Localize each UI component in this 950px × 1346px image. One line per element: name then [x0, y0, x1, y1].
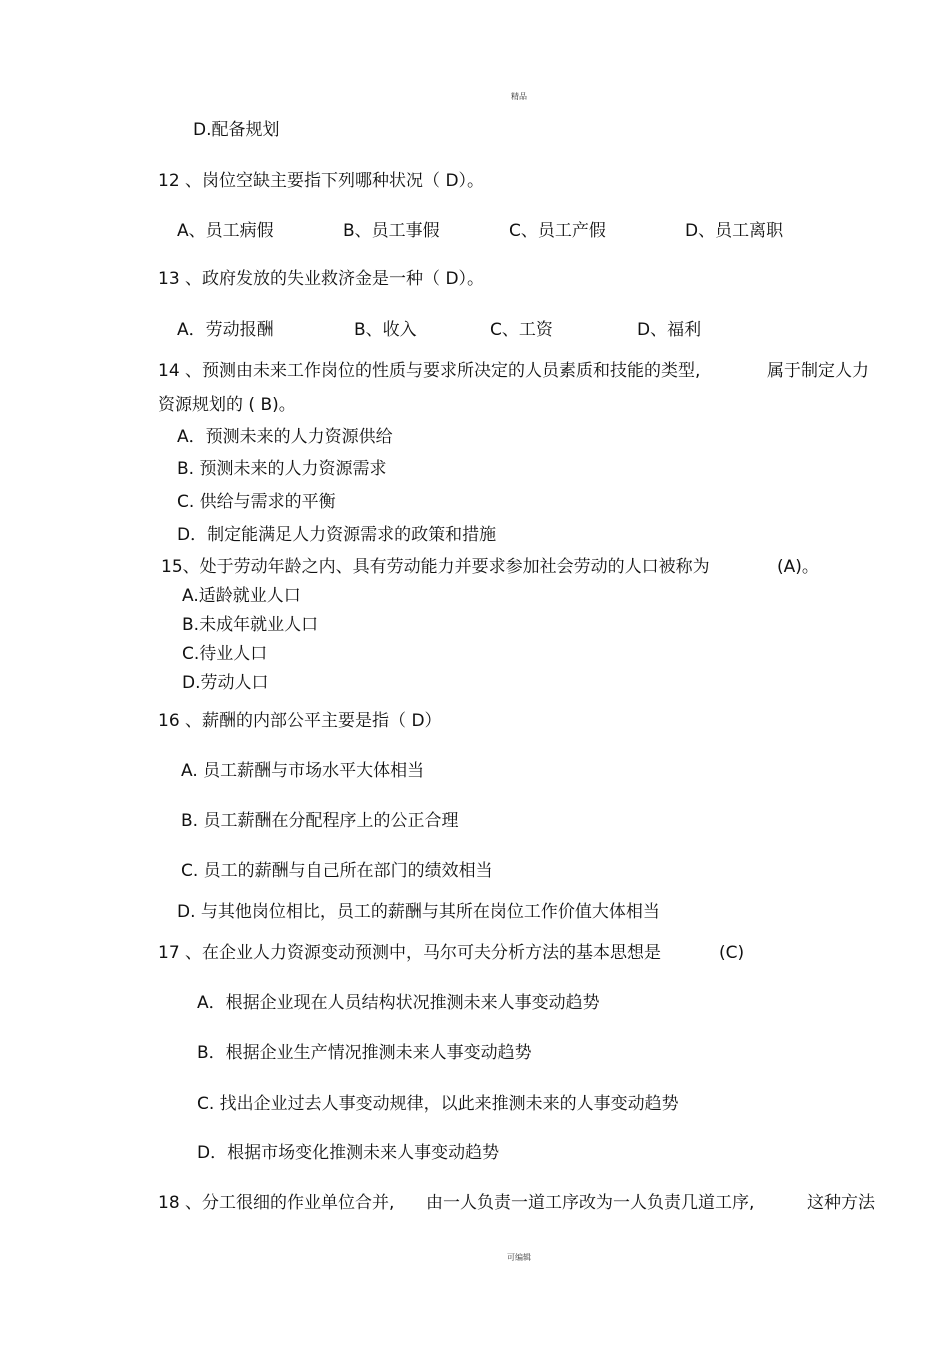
option-q11-d: D.配备规划 [193, 120, 280, 140]
option-q16-a: A. 员工薪酬与市场水平大体相当 [181, 761, 425, 781]
question-18-stem-part2: 由一人负责一道工序改为一人负责几道工序, [426, 1193, 755, 1213]
option-q16-d: D. 与其他岗位相比，员工的薪酬与其所在岗位工作价值大体相当 [177, 902, 660, 922]
option-q13-a: A．劳动报酬 [177, 320, 274, 340]
question-17-answer: (C) [719, 943, 745, 963]
option-q16-b: B. 员工薪酬在分配程序上的公正合理 [181, 811, 459, 831]
option-q12-d: D、员工离职 [685, 221, 784, 241]
option-q15-c: C.待业人口 [182, 644, 268, 664]
question-16-stem: 16 、薪酬的内部公平主要是指（ D） [158, 711, 442, 731]
option-q13-d: D、福利 [637, 320, 702, 340]
question-15-stem: 15、处于劳动年龄之内、具有劳动能力并要求参加社会劳动的人口被称为 [161, 557, 710, 577]
question-17-stem: 17 、在企业人力资源变动预测中，马尔可夫分析方法的基本思想是 [158, 943, 662, 963]
option-q14-c: C. 供给与需求的平衡 [177, 492, 336, 512]
question-18-stem-part3: 这种方法 [807, 1193, 875, 1213]
question-14-stem-line1-end: 属于制定人力 [767, 361, 869, 381]
question-12-stem: 12 、岗位空缺主要指下列哪种状况（ D）。 [158, 171, 485, 191]
option-q15-b: B.未成年就业人口 [182, 615, 319, 635]
option-q17-b: B．根据企业生产情况推测未来人事变动趋势 [197, 1043, 532, 1063]
option-q13-c: C、工资 [490, 320, 553, 340]
question-14-stem-line1: 14 、预测由未来工作岗位的性质与要求所决定的人员素质和技能的类型, [158, 361, 701, 381]
question-18-stem-part1: 18 、分工很细的作业单位合并, [158, 1193, 395, 1213]
option-q12-c: C、员工产假 [509, 221, 606, 241]
option-q15-d: D.劳动人口 [182, 673, 269, 693]
question-13-stem: 13 、政府发放的失业救济金是一种（ D）。 [158, 269, 485, 289]
option-q17-d: D．根据市场变化推测未来人事变动趋势 [197, 1143, 500, 1163]
option-q14-b: B. 预测未来的人力资源需求 [177, 459, 387, 479]
page-header: 精品 [511, 92, 527, 101]
option-q17-c: C. 找出企业过去人事变动规律，以此来推测未来的人事变动趋势 [197, 1094, 679, 1114]
option-q14-a: A．预测未来的人力资源供给 [177, 427, 393, 447]
option-q13-b: B、收入 [354, 320, 417, 340]
option-q17-a: A．根据企业现在人员结构状况推测未来人事变动趋势 [197, 993, 600, 1013]
option-q16-c: C. 员工的薪酬与自己所在部门的绩效相当 [181, 861, 493, 881]
page-footer: 可编辑 [507, 1253, 531, 1262]
option-q12-a: A、员工病假 [177, 221, 274, 241]
option-q12-b: B、员工事假 [343, 221, 440, 241]
option-q15-a: A.适龄就业人口 [182, 586, 301, 606]
question-15-answer: (A)。 [777, 557, 819, 577]
question-14-stem-line2: 资源规划的 ( B)。 [158, 395, 296, 415]
option-q14-d: D．制定能满足人力资源需求的政策和措施 [177, 525, 497, 545]
